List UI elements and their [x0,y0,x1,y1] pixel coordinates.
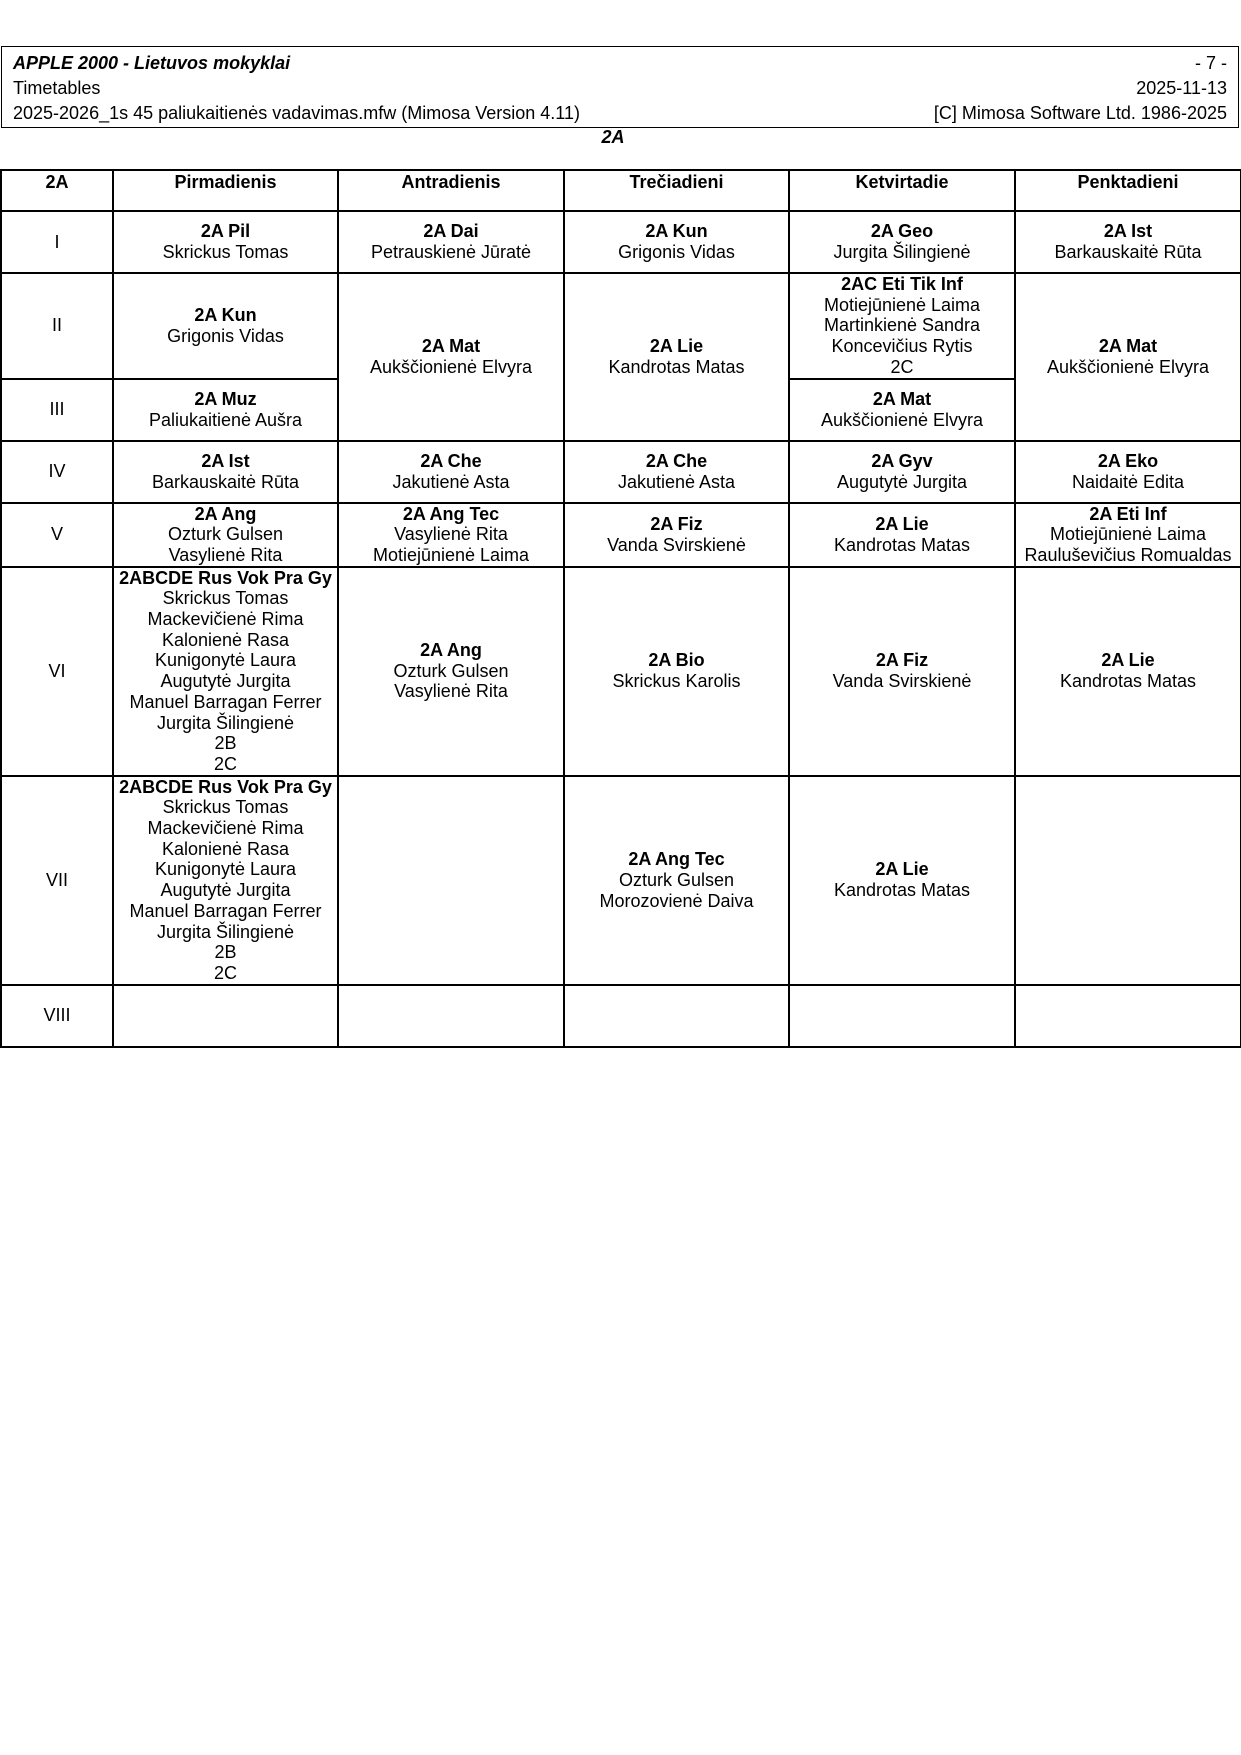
lesson-entry [565,514,788,555]
lesson-detail: Aukščionienė Elvyra [369,356,533,377]
lesson-detail: Manuel Barragan Ferrer [129,900,322,921]
lesson-detail: Jurgita Šilingienė [156,921,295,942]
lesson-cell [789,985,1015,1047]
lesson-subject: 2A Che [420,450,482,471]
day-header: Pirmadienis [113,170,338,211]
lesson-cell [789,273,1015,379]
lesson-cell [1015,503,1241,567]
lesson-entry [114,451,337,492]
lesson-detail: 2C [213,962,237,983]
lesson-detail: Ozturk Gulsen [393,660,509,681]
timetable [0,169,1241,1048]
lesson-cell [1015,776,1241,985]
period-row [1,776,1241,985]
lesson-detail: Ozturk Gulsen [618,869,735,890]
lesson-entry [565,336,788,377]
lesson-detail: Motiejūnienė Laima [1049,524,1207,545]
header-row [1,170,1241,211]
lesson-detail: Jakutienė Asta [392,471,510,492]
lesson-subject: 2A Eti Inf [1089,503,1167,524]
lesson-cell [1015,273,1241,441]
period-label: V [1,503,113,567]
lesson-cell [789,211,1015,273]
lesson-detail: Paliukaitienė Aušra [148,409,303,430]
lesson-detail: Kunigonytė Laura [154,650,297,671]
period-label: IV [1,441,113,503]
lesson-cell [1015,441,1241,503]
lesson-entry [1016,221,1240,262]
day-header: Ketvirtadie [789,170,1015,211]
lesson-subject: 2A Ang [194,503,257,524]
lesson-subject: 2A Gyv [871,450,933,471]
lesson-detail: Morozovienė Daiva [599,890,754,911]
lesson-cell [113,441,338,503]
lesson-entry [339,640,563,702]
lesson-detail: Augutytė Jurgita [160,671,291,692]
lesson-cell [338,503,564,567]
lesson-detail: Jurgita Šilingienė [156,712,295,733]
lesson-detail: Augutytė Jurgita [160,880,291,901]
lesson-cell [564,273,789,441]
lesson-subject: 2A Lie [1101,650,1155,671]
lesson-detail: Motiejūnienė Laima [372,544,530,565]
lesson-detail: Manuel Barragan Ferrer [129,691,322,712]
lesson-entry [790,451,1014,492]
lesson-cell [113,273,338,379]
lesson-entry [114,221,337,262]
lesson-subject: 2A Kun [645,221,708,242]
lesson-detail: Naidaitė Edita [1071,471,1185,492]
lesson-subject: 2A Kun [194,305,257,326]
lesson-cell [113,379,338,441]
lesson-cell [113,776,338,985]
lesson-subject: 2A Fiz [650,513,703,534]
lesson-detail: Skrickus Karolis [612,671,741,692]
lesson-cell [113,211,338,273]
lesson-subject: 2A Ang [420,640,482,661]
report-header [1,46,1239,128]
lesson-detail: Rauluševičius Romualdas [1024,544,1232,565]
lesson-cell [564,441,789,503]
lesson-cell [338,567,564,776]
lesson-cell [564,211,789,273]
lesson-entry [1016,504,1240,566]
lesson-entry [565,451,788,492]
lesson-cell [564,776,789,985]
period-row [1,567,1241,776]
lesson-cell [113,567,338,776]
lesson-detail: 2B [214,733,237,754]
lesson-cell [338,985,564,1047]
lesson-detail: Skrickus Tomas [162,242,289,262]
lesson-detail: Vasylienė Rita [168,544,283,565]
lesson-cell [789,776,1015,985]
period-label: II [1,273,113,379]
lesson-subject: 2A Lie [649,336,704,357]
lesson-cell [113,503,338,567]
lesson-entry [790,514,1014,555]
lesson-detail: Vasylienė Rita [394,524,508,545]
lesson-subject: 2A Ang Tec [628,849,725,870]
lesson-detail: 2C [890,356,914,377]
lesson-detail: 2B [214,942,237,963]
lesson-subject: 2A Mat [872,388,932,409]
lesson-subject: 2A Ang Tec [402,503,500,524]
lesson-entry [565,650,788,691]
lesson-entry [339,336,563,377]
lesson-detail: Vanda Svirskienė [832,671,972,692]
lesson-detail: Grigonis Vidas [167,325,284,346]
report-title: APPLE 2000 - Lietuvos mokyklai [13,53,291,73]
lesson-cell [789,567,1015,776]
class-caption: 2A [601,127,625,147]
lesson-entry [565,221,788,262]
copyright: [C] Mimosa Software Ltd. 1986-2025 [933,103,1227,123]
lesson-cell [789,441,1015,503]
lesson-subject: 2A Mat [1098,336,1158,357]
lesson-cell [1015,567,1241,776]
lesson-subject: 2ABCDE Rus Vok Pra Gy [119,567,332,588]
lesson-cell [338,211,564,273]
lesson-entry [339,451,563,492]
lesson-detail: Ozturk Gulsen [167,524,284,545]
lesson-entry [114,777,337,984]
period-label: I [1,211,113,273]
lesson-detail: Martinkienė Sandra [823,315,981,336]
day-header: Penktadieni [1015,170,1241,211]
lesson-detail: Kandrotas Matas [1059,671,1197,692]
lesson-cell [564,985,789,1047]
lesson-entry [339,504,563,566]
lesson-entry [339,221,563,262]
lesson-subject: 2AC Eti Tik Inf [841,274,963,294]
lesson-subject: 2A Eko [1097,450,1159,471]
day-header: Antradienis [338,170,564,211]
lesson-detail: Jurgita Šilingienė [833,242,971,262]
period-row [1,503,1241,567]
lesson-detail: Mackevičienė Rima [147,818,304,839]
lesson-detail: Augutytė Jurgita [836,471,968,492]
lesson-detail: Koncevičius Rytis [831,336,973,357]
lesson-cell [789,379,1015,441]
lesson-entry [790,859,1014,900]
lesson-detail: Petrauskienė Jūratė [370,242,532,262]
lesson-cell [789,503,1015,567]
lesson-entry [1016,336,1240,377]
lesson-detail: Mackevičienė Rima [147,609,304,630]
lesson-detail: Kalonienė Rasa [161,838,290,859]
lesson-entry [1016,451,1240,492]
lesson-subject: 2A Geo [870,221,934,242]
lesson-subject: 2A Lie [875,513,929,534]
lesson-detail: Kandrotas Matas [608,356,745,377]
period-label: III [1,379,113,441]
period-row [1,985,1241,1047]
lesson-entry [790,650,1014,691]
day-header: Trečiadieni [564,170,789,211]
lesson-cell [564,503,789,567]
lesson-detail: Skrickus Tomas [162,588,289,609]
lesson-detail: Vanda Svirskienė [607,534,746,555]
period-label: VIII [1,985,113,1047]
lesson-cell [338,273,564,441]
lesson-cell [338,776,564,985]
lesson-detail: Vasylienė Rita [394,681,508,702]
report-subtitle: Timetables [13,78,101,98]
lesson-detail: Kunigonytė Laura [154,859,297,880]
period-row [1,211,1241,273]
period-row [1,441,1241,503]
lesson-detail: Grigonis Vidas [618,242,735,262]
lesson-entry [565,849,788,911]
lesson-detail: Aukščionienė Elvyra [1046,356,1210,377]
lesson-subject: 2A Ist [1103,221,1153,242]
lesson-cell [564,567,789,776]
lesson-subject: 2A Pil [200,221,251,242]
lesson-subject: 2A Dai [423,221,479,242]
lesson-subject: 2A Mat [421,336,481,357]
lesson-subject: 2A Ist [201,450,250,471]
lesson-entry [790,389,1014,430]
lesson-detail: Motiejūnienė Laima [823,294,981,315]
lesson-detail: Kandrotas Matas [833,534,971,555]
lesson-cell [338,441,564,503]
lesson-subject: 2A Bio [648,650,705,671]
lesson-cell [1015,985,1241,1047]
period-label: VI [1,567,113,776]
lesson-subject: 2ABCDE Rus Vok Pra Gy [119,776,332,797]
lesson-detail: Kandrotas Matas [833,880,971,901]
period-label: VII [1,776,113,985]
lesson-subject: 2A Fiz [875,650,929,671]
lesson-subject: 2A Lie [875,859,929,880]
report-date: 2025-11-13 [1136,78,1227,98]
lesson-entry [114,389,337,430]
lesson-entry [114,568,337,775]
lesson-subject: 2A Muz [194,388,257,409]
file-name: 2025-2026_1s 45 paliukaitienės vadavimas.mfw (Mimosa Version 4.11) [13,103,580,123]
corner-cell: 2A [1,170,113,211]
period-row [1,273,1241,379]
lesson-entry [114,305,337,346]
page-number: - 7 - [1194,53,1227,73]
lesson-cell [1015,211,1241,273]
lesson-entry [790,221,1014,262]
lesson-cell [113,985,338,1047]
lesson-detail: Barkauskaitė Rūta [151,471,300,492]
lesson-detail: Jakutienė Asta [617,471,736,492]
lesson-entry [1016,650,1240,691]
lesson-subject: 2A Che [645,450,708,471]
lesson-detail: Kalonienė Rasa [161,629,290,650]
lesson-detail: Aukščionienė Elvyra [820,409,984,430]
lesson-entry [790,274,1014,378]
lesson-detail: Skrickus Tomas [162,797,289,818]
lesson-detail: 2C [213,753,237,774]
lesson-entry [114,504,337,566]
lesson-detail: Barkauskaitė Rūta [1054,242,1202,262]
